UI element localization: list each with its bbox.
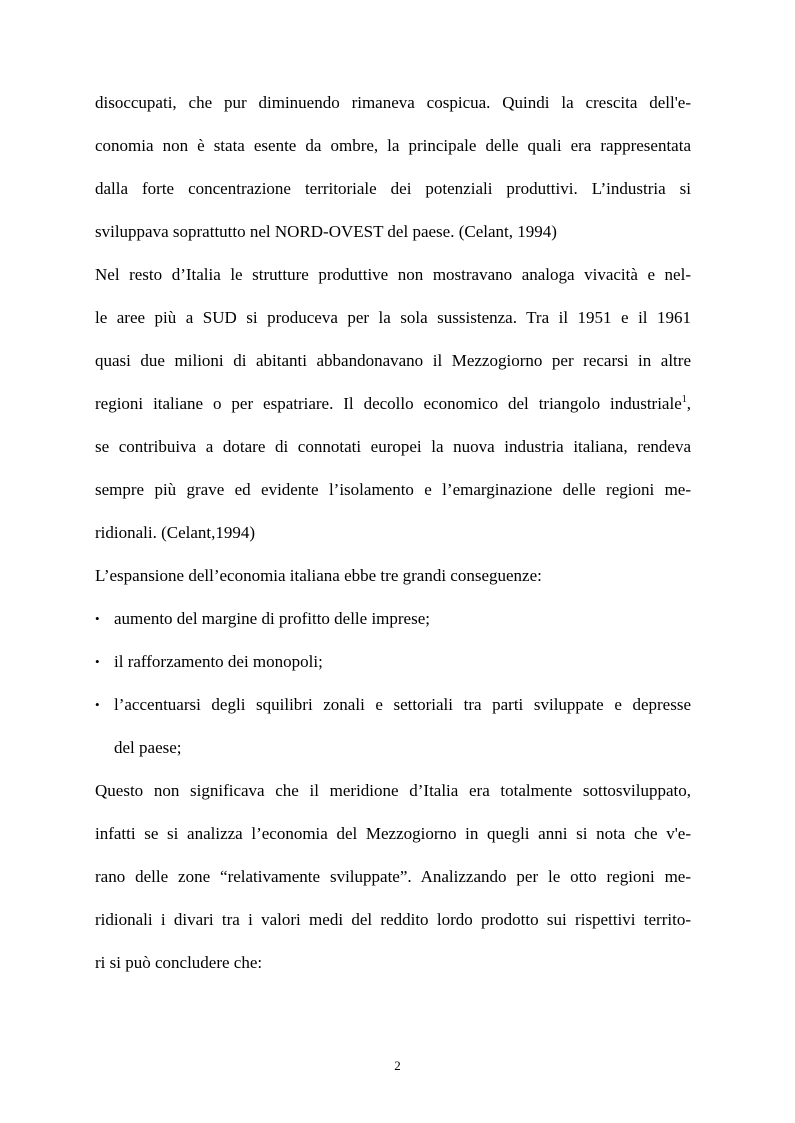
text-line: ri si può concludere che: bbox=[95, 953, 263, 972]
bullet-icon: • bbox=[95, 697, 100, 712]
footnote-reference[interactable]: 1 bbox=[681, 394, 687, 405]
text-line: infatti se si analizza l’economia del Mezzogiorno in quegli anni si nota che v'e- bbox=[95, 824, 691, 843]
page-number: 2 bbox=[394, 1058, 401, 1073]
text-line: conomia non è stata esente da ombre, la principale delle quali era rappresentata bbox=[95, 136, 691, 155]
text-line: se contribuiva a dotare di connotati europei la nuova industria italiana, rendeva bbox=[95, 437, 691, 456]
text-segment: , bbox=[686, 394, 691, 413]
list-item: il rafforzamento dei monopoli; bbox=[114, 652, 323, 671]
list-item-continuation: del paese; bbox=[114, 738, 182, 757]
text-line: sviluppava soprattutto nel NORD-OVEST del paese. (Celant, 1994) bbox=[95, 222, 557, 241]
bullet-icon: • bbox=[95, 654, 100, 669]
text-line: Nel resto d’Italia le strutture produttive non mostravano analoga vivacità e nel- bbox=[95, 265, 691, 284]
text-line: Questo non significava che il meridione d’Italia era totalmente sottosviluppato, bbox=[95, 781, 691, 800]
list-item: l’accentuarsi degli squilibri zonali e settoriali tra parti sviluppate e depresse bbox=[114, 695, 691, 714]
text-line: le aree più a SUD si produceva per la sola sussistenza. Tra il 1951 e il 1961 bbox=[95, 308, 691, 327]
text-line: dalla forte concentrazione territoriale dei potenziali produttivi. L’industria si bbox=[95, 179, 691, 198]
text-line: quasi due milioni di abitanti abbandonavano il Mezzogiorno per recarsi in altre bbox=[95, 351, 691, 370]
text-line: sempre più grave ed evidente l’isolamento e l’emarginazione delle regioni me- bbox=[95, 480, 691, 499]
text-line: rano delle zone “relativamente sviluppate”. Analizzando per le otto regioni me- bbox=[95, 867, 691, 886]
list-item: aumento del margine di profitto delle imprese; bbox=[114, 609, 430, 628]
text-line: ridionali i divari tra i valori medi del reddito lordo prodotto sui rispettivi territo- bbox=[95, 910, 691, 929]
text-line: ridionali. (Celant,1994) bbox=[95, 523, 256, 542]
text-line-with-footnote bbox=[95, 393, 691, 415]
bullet-icon: • bbox=[95, 611, 100, 626]
text-line: L’espansione dell’economia italiana ebbe tre grandi conseguenze: bbox=[95, 566, 542, 585]
text-segment: regioni italiane o per espatriare. Il decollo economico del triangolo industriale bbox=[95, 394, 682, 413]
text-line: disoccupati, che pur diminuendo rimaneva cospicua. Quindi la crescita dell'e- bbox=[95, 93, 691, 112]
